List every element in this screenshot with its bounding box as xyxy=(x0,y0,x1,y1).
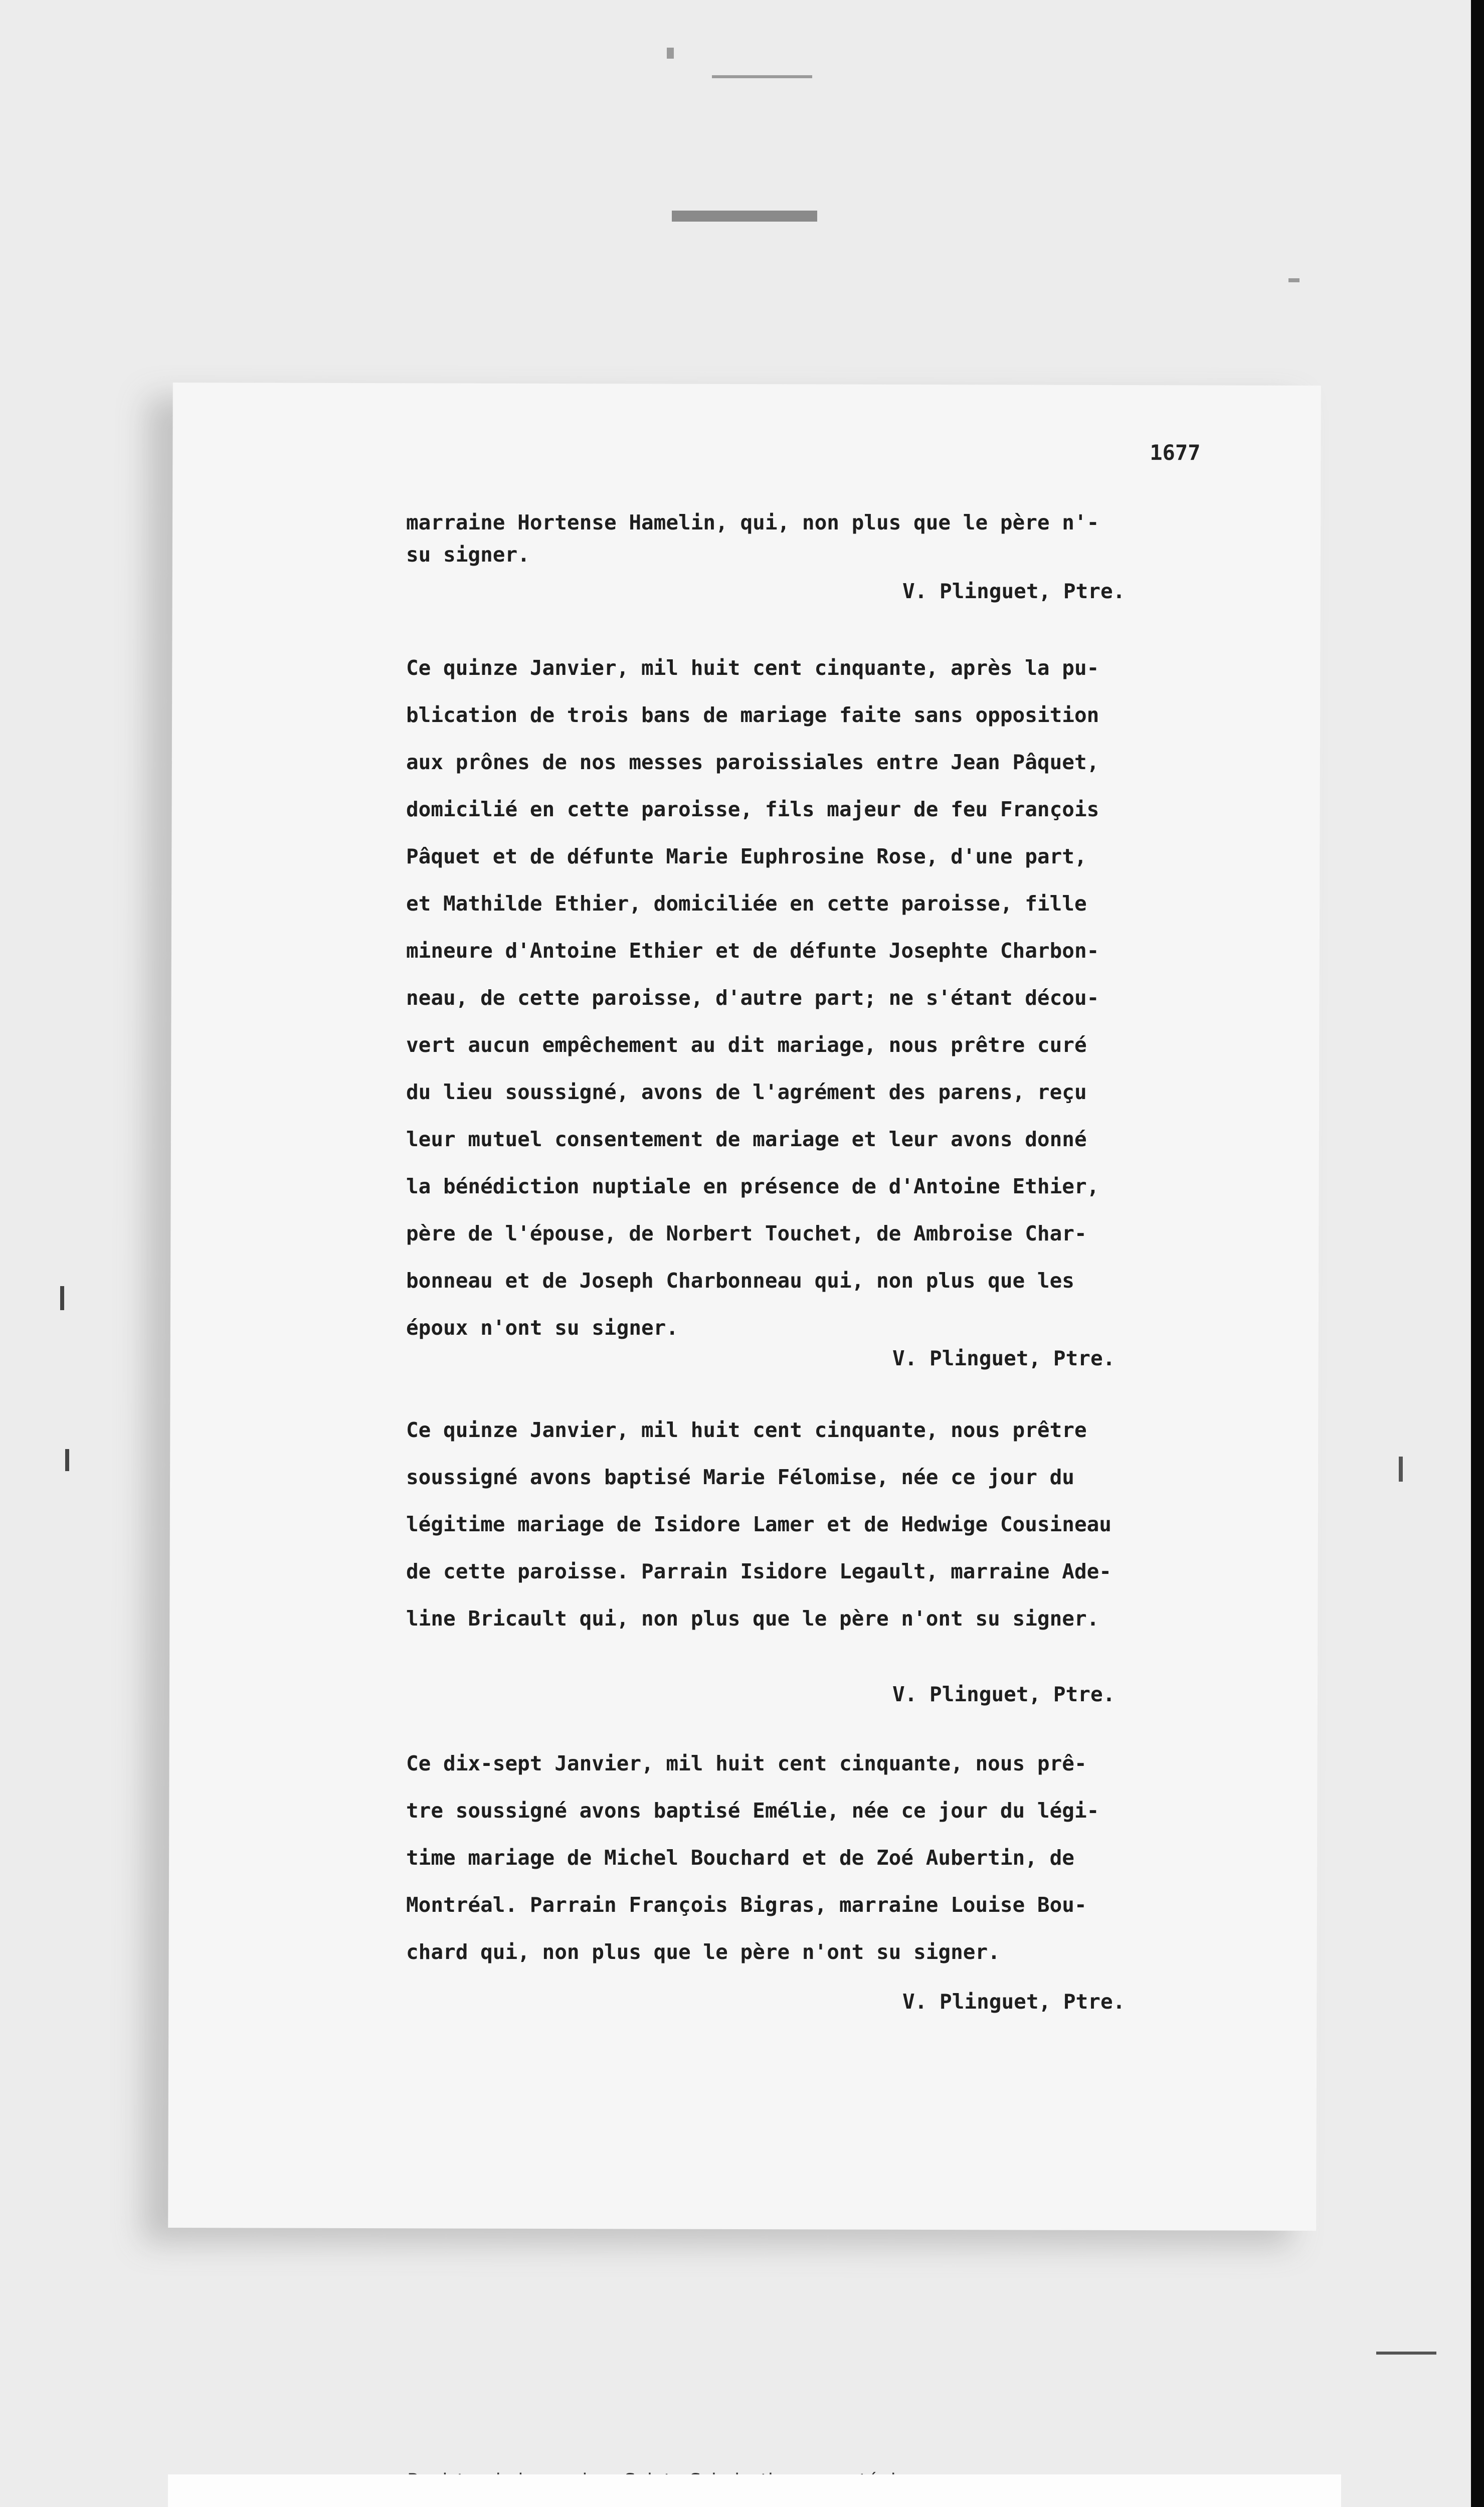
record-continuation xyxy=(406,499,1248,578)
film-scratch xyxy=(1399,1457,1403,1482)
film-scratch xyxy=(1376,2352,1436,2355)
text-line: bonneau et de Joseph Charbonneau qui, non plus que les xyxy=(406,1269,1074,1293)
text-line: vert aucun empêchement au dit mariage, nous prêtre curé xyxy=(406,1033,1087,1057)
text-line: Ce quinze Janvier, mil huit cent cinquante, nous prêtre xyxy=(406,1418,1087,1442)
page-number: 1677 xyxy=(1150,440,1201,465)
text-line: domicilié en cette paroisse, fils majeur de feu François xyxy=(406,797,1099,821)
text-line: blication de trois bans de mariage faite sans opposition xyxy=(406,703,1099,727)
signature: V. Plinguet, Ptre. xyxy=(902,1990,1126,2014)
film-scratch xyxy=(65,1449,69,1471)
text-line: chard qui, non plus que le père n'ont su signer. xyxy=(406,1940,1000,1964)
entry-marriage xyxy=(406,644,1248,1351)
entry-baptism-1 xyxy=(406,1406,1248,1642)
film-scratch xyxy=(712,75,812,78)
text-line: légitime mariage de Isidore Lamer et de Hedwige Cousineau xyxy=(406,1512,1111,1536)
text-line: Pâquet et de défunte Marie Euphrosine Rose, d'une part, xyxy=(406,844,1087,868)
text-line: du lieu soussigné, avons de l'agrément des parens, reçu xyxy=(406,1080,1087,1104)
text-line: neau, de cette paroisse, d'autre part; ne s'étant décou- xyxy=(406,986,1099,1010)
text-line: époux n'ont su signer. xyxy=(406,1316,679,1340)
text-line: Ce dix-sept Janvier, mil huit cent cinquante, nous prê- xyxy=(406,1751,1087,1775)
archives-stamp xyxy=(168,2474,1341,2507)
entry-baptism-2 xyxy=(406,1740,1248,1976)
film-scratch xyxy=(667,48,674,59)
text-line: Ce quinze Janvier, mil huit cent cinquante, après la pu- xyxy=(406,656,1099,680)
text-line: soussigné avons baptisé Marie Félomise, née ce jour du xyxy=(406,1465,1074,1489)
text-line: line Bricault qui, non plus que le père n'ont su signer. xyxy=(406,1606,1099,1631)
signature: V. Plinguet, Ptre. xyxy=(892,1346,1116,1370)
text-line: et Mathilde Ethier, domiciliée en cette paroisse, fille xyxy=(406,891,1087,916)
film-scratch xyxy=(672,211,817,222)
text-line: mineure d'Antoine Ethier et de défunte Josephte Charbon- xyxy=(406,939,1099,963)
text-line: père de l'épouse, de Norbert Touchet, de Ambroise Char- xyxy=(406,1221,1087,1245)
film-scratch xyxy=(60,1286,64,1310)
text-line: la bénédiction nuptiale en présence de d'Antoine Ethier, xyxy=(406,1174,1099,1198)
text-line: leur mutuel consentement de mariage et leur avons donné xyxy=(406,1127,1087,1151)
film-scratch xyxy=(1288,278,1300,282)
signature: V. Plinguet, Ptre. xyxy=(902,579,1126,603)
text-line: time mariage de Michel Bouchard et de Zoé Aubertin, de xyxy=(406,1846,1074,1870)
signature: V. Plinguet, Ptre. xyxy=(892,1682,1116,1706)
text-line: aux prônes de nos messes paroissiales entre Jean Pâquet, xyxy=(406,750,1099,774)
text-line: marraine Hortense Hamelin, qui, non plus que le père n'- xyxy=(406,510,1099,534)
text-line: Montréal. Parrain François Bigras, marraine Louise Bou- xyxy=(406,1893,1087,1917)
text-line: de cette paroisse. Parrain Isidore Legault, marraine Ade- xyxy=(406,1559,1111,1583)
text-line: tre soussigné avons baptisé Emélie, née ce jour du légi- xyxy=(406,1799,1099,1823)
text-line: su signer. xyxy=(406,543,530,567)
